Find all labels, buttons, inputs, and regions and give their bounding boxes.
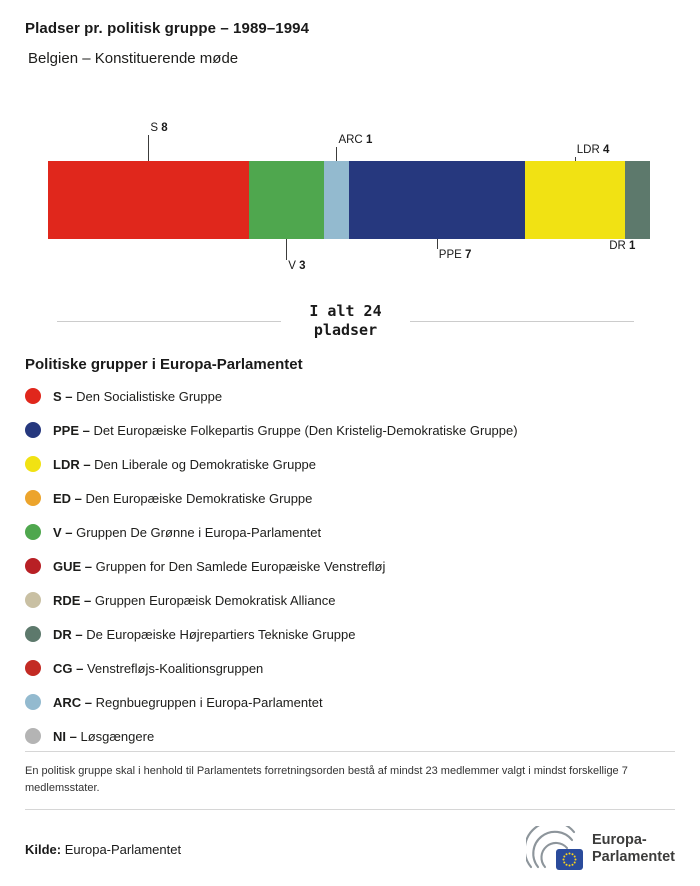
- european-parliament-logo: [526, 826, 675, 872]
- bar-segment-ldr: [525, 161, 625, 239]
- header: [0, 0, 700, 67]
- legend-label-arc: ARC – Regnbuegruppen i Europa-Parlamentet: [53, 694, 323, 710]
- source-label: Kilde:: [25, 841, 62, 857]
- divider-left: [57, 321, 281, 322]
- logo-text-line1: Europa-: [591, 832, 647, 849]
- callout-label-s: S 8: [150, 122, 168, 134]
- legend-dot-dr: [25, 626, 41, 642]
- logo-text: [592, 832, 675, 865]
- callout-label-dr: DR 1: [609, 240, 636, 252]
- callout-arc: [336, 134, 372, 161]
- legend-dot-s: [25, 388, 41, 404]
- callout-line-ldr: [575, 157, 576, 161]
- legend-title: Politiske grupper i Europa-Parlamentet: [25, 356, 303, 374]
- total-seats: [281, 302, 409, 340]
- legend-item-rde: [25, 583, 675, 617]
- legend-label-rde: RDE – Gruppen Europæisk Demokratisk Alliance: [53, 592, 336, 608]
- bar-segment-arc: [324, 161, 349, 239]
- callout-ppe: [437, 239, 472, 262]
- footer-bottom-row: [25, 810, 675, 872]
- source-value: Europa-Parlamentet: [64, 841, 182, 857]
- legend-label-ppe: PPE – Det Europæiske Folkepartis Gruppe (Den Kristelig-Demokratiske Gruppe): [53, 422, 518, 438]
- legend-item-ppe: [25, 413, 675, 447]
- page-title: Pladser pr. politisk gruppe – 1989–1994: [25, 20, 310, 37]
- legend-item-cg: [25, 651, 675, 685]
- legend-item-ldr: [25, 447, 675, 481]
- legend-list: [25, 379, 675, 753]
- logo-text-line2: Parlamentet: [591, 849, 675, 865]
- source-line: [25, 842, 181, 857]
- legend-dot-ppe: [25, 422, 41, 438]
- legend-label-v: V – Gruppen De Grønne i Europa-Parlamentet: [53, 524, 322, 540]
- legend-item-dr: [25, 617, 675, 651]
- legend-item-v: [25, 515, 675, 549]
- legend-dot-gue: [25, 558, 41, 574]
- legend-label-ed: ED – Den Europæiske Demokratiske Gruppe: [53, 490, 313, 506]
- legend-label-dr: DR – De Europæiske Højrepartiers Tekniske Gruppe: [53, 626, 356, 642]
- callout-line-arc: [336, 147, 337, 161]
- legend-dot-cg: [25, 660, 41, 676]
- legend-dot-rde: [25, 592, 41, 608]
- page-subtitle: Belgien – Konstituerende møde: [28, 50, 239, 67]
- callout-ldr: [575, 144, 610, 161]
- bar-segment-s: [48, 161, 249, 239]
- bar-segment-dr: [625, 161, 650, 239]
- total-seats-line2: pladser: [313, 321, 378, 340]
- hemicycle-flag-icon: [526, 826, 584, 872]
- footnote: En politisk gruppe skal i henhold til Parlamentets forretningsorden bestå af mindst 23 medlemmer valgt i mindst forskellige 7 medlemsstater.: [25, 764, 628, 794]
- legend-item-s: [25, 379, 675, 413]
- callout-label-arc: ARC 1: [338, 134, 373, 146]
- callout-label-v: V 3: [288, 260, 306, 272]
- callout-v: [286, 239, 305, 273]
- divider-right: [410, 321, 634, 322]
- legend-label-cg: CG – Venstrefløjs-Koalitionsgruppen: [53, 660, 264, 676]
- legend-dot-arc: [25, 694, 41, 710]
- callout-line-v: [286, 239, 287, 260]
- legend-dot-ni: [25, 728, 41, 744]
- legend-item-arc: [25, 685, 675, 719]
- legend-label-s: S – Den Socialistiske Gruppe: [53, 388, 223, 404]
- legend-item-gue: [25, 549, 675, 583]
- stacked-bar: [48, 161, 650, 239]
- total-row: [57, 302, 634, 340]
- legend-label-gue: GUE – Gruppen for Den Samlede Europæiske Venstrefløj: [53, 558, 386, 574]
- callout-line-ppe: [437, 239, 438, 249]
- callout-label-ppe: PPE 7: [438, 249, 472, 261]
- legend: [0, 340, 700, 753]
- legend-label-ni: NI – Løsgængere: [53, 728, 155, 744]
- bar-segment-v: [249, 161, 324, 239]
- legend-dot-ed: [25, 490, 41, 506]
- callout-s: [148, 122, 167, 161]
- legend-item-ni: [25, 719, 675, 753]
- callout-label-ldr: LDR 4: [576, 144, 610, 156]
- bar-segment-ppe: [349, 161, 525, 239]
- legend-dot-ldr: [25, 456, 41, 472]
- footer: [25, 751, 675, 872]
- legend-dot-v: [25, 524, 41, 540]
- callout-dr: [609, 239, 637, 252]
- callout-line-s: [148, 135, 149, 161]
- legend-label-ldr: LDR – Den Liberale og Demokratiske Gruppe: [53, 456, 317, 472]
- legend-item-ed: [25, 481, 675, 515]
- seats-chart: [48, 122, 650, 275]
- total-seats-line1: I alt 24: [309, 302, 382, 320]
